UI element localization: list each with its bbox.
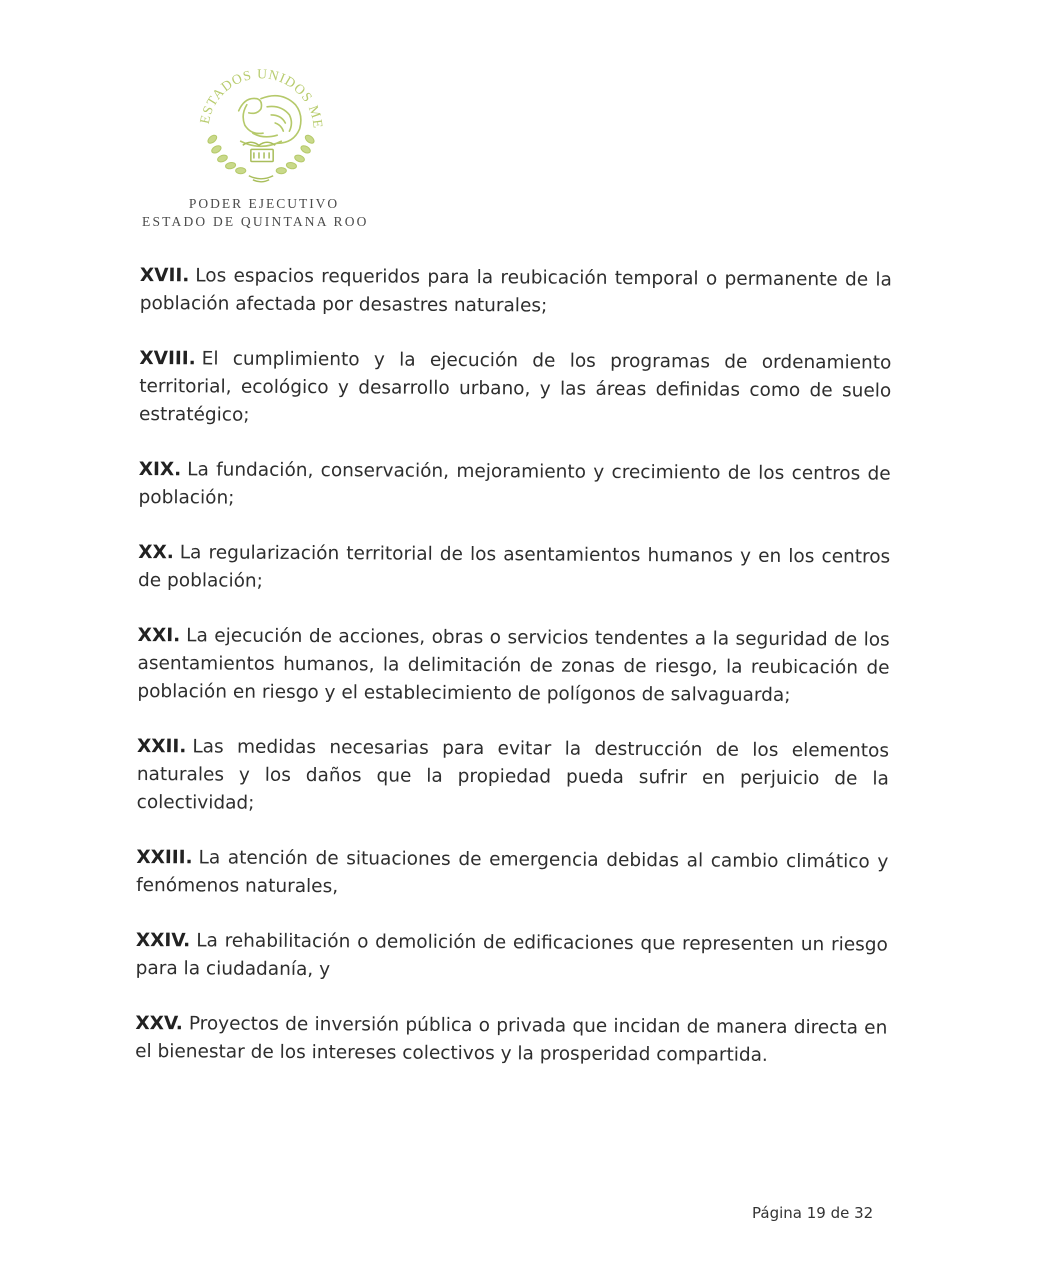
letterhead [140, 48, 380, 238]
clause-text: La rehabilitación o demolición de edificaciones que representen un riesgo para la ciudadanía, y [135, 930, 888, 981]
clause-xxii [137, 733, 889, 822]
agency-name-line2: ESTADO DE QUINTANA ROO [142, 214, 369, 229]
agency-name-line1: PODER EJECUTIVO [188, 196, 340, 211]
page-number: Página 19 de 32 [752, 1204, 874, 1222]
clause-number: XX. [138, 541, 174, 564]
clause-xix [138, 456, 890, 517]
clause-text: Proyectos de inversión pública o privada que incidan de manera directa en el bienestar de los intereses colectivos y la prosperidad compartida. [135, 1013, 888, 1066]
mexican-coat-of-arms-seal-icon [190, 52, 332, 194]
clause-text: Los espacios requeridos para la reubicación temporal o permanente de la población afectada por desastres naturales; [139, 265, 892, 317]
clause-number: XVII. [139, 264, 190, 287]
clause-number: XXIII. [136, 846, 193, 869]
svg-text:ESTADOS UNIDOS MEXICANOS [190, 52, 326, 130]
document-body [135, 262, 892, 1098]
clause-text: Las medidas necesarias para evitar la destrucción de los elementos naturales y los daños que la propiedad pueda sufrir en perjuicio de la colectividad; [136, 736, 890, 814]
clause-text: La fundación, conservación, mejoramiento y crecimiento de los centros de población; [138, 459, 891, 509]
clause-number: XVIII. [139, 347, 196, 370]
clause-number: XIX. [138, 458, 182, 481]
clause-xviii [139, 345, 891, 434]
clause-xxiii [136, 844, 888, 905]
clause-text: La ejecución de acciones, obras o servicios tendentes a la seguridad de los asentamientos humanos, la delimitación de zonas de riesgo, la reubicación de población en riesgo y el establecimiento de polígonos de salvaguarda; [137, 625, 890, 706]
clause-text: La regularización territorial de los asentamientos humanos y en los centros de población; [137, 542, 891, 592]
clause-number: XXIV. [135, 929, 191, 952]
clause-number: XXI. [137, 624, 181, 647]
seal-text: ESTADOS UNIDOS ME [196, 66, 326, 130]
clause-text: El cumplimiento y la ejecución de los programas de ordenamiento territorial, ecológico y desarrollo urbano, y las áreas definidas como de suelo estratégico; [139, 348, 892, 426]
clause-number: XXII. [136, 735, 187, 758]
clause-xxv [135, 1010, 887, 1071]
clause-xx [138, 539, 890, 600]
clause-xxiv [136, 927, 888, 988]
clause-number: XXV. [135, 1012, 183, 1035]
clause-xxi [137, 622, 889, 711]
clause-text: La atención de situaciones de emergencia debidas al cambio climático y fenómenos naturales, [136, 847, 889, 898]
clause-xvii [140, 262, 892, 323]
